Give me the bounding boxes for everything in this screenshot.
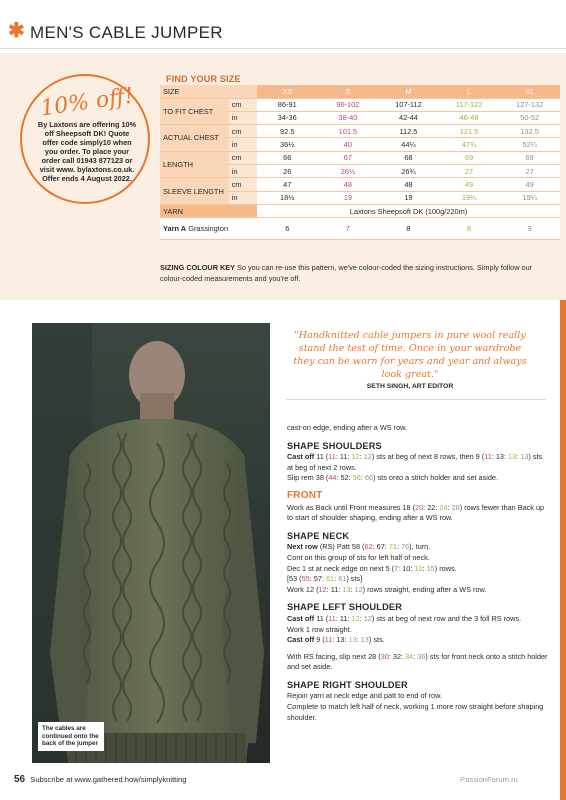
table-cell: 69 [439, 151, 500, 164]
table-cell: 7 [318, 218, 379, 240]
header-rule [0, 48, 566, 49]
table-cell: 19¼ [499, 191, 560, 204]
size-table [160, 85, 560, 240]
heading-shape-shoulders: SHAPE SHOULDERS [287, 440, 382, 451]
table-cell: 67 [318, 151, 379, 164]
table-cell: 40 [318, 138, 379, 151]
size-s: S [318, 85, 379, 98]
yarn-row [160, 204, 560, 217]
page-number: 56 [14, 774, 26, 785]
table-cell: 47¾ [439, 138, 500, 151]
page-edge-accent [560, 300, 566, 800]
colour-key-text: So you can re-use this pattern, we've colour-coded the sizing instructions. Simply follow our colour-coded measurements and you're off. [160, 263, 533, 283]
table-cell: 117-122 [439, 98, 500, 111]
row-label: LENGTH [160, 151, 229, 178]
jumper-illustration [32, 323, 270, 763]
table-cell: 96-102 [318, 98, 379, 111]
table-cell: 50-52 [499, 111, 560, 124]
table-cell: 42-44 [378, 111, 439, 124]
table-cell: 86-91 [257, 98, 318, 111]
table-cell: 9 [499, 218, 560, 240]
table-cell: 52¼ [499, 138, 560, 151]
editor-quote: "Handknitted cable jumpers in pure wool really stand the test of time. Once in your wardrobe they can be worn for years and year and always look great." [293, 330, 527, 380]
table-cell: 26 [257, 164, 318, 177]
heading-front: FRONT [287, 489, 323, 501]
table-cell: 48 [318, 178, 379, 191]
unit-label: cm [229, 98, 257, 111]
heading-shape-neck: SHAPE NECK [287, 530, 350, 541]
table-cell: 66 [257, 151, 318, 164]
table-cell: 6 [257, 218, 318, 240]
table-cell: 27 [439, 164, 500, 177]
asterisk-icon: ✱ [8, 20, 25, 42]
watermark: PassionForum.ru [460, 775, 518, 784]
right-shoulder-text: Rejoin yarn at neck edge and patt to end of row. Complete to match left half of neck, working 1 more row straight before shaping shoulder. [287, 691, 544, 722]
table-cell: 112.5 [378, 125, 439, 138]
table-cell: 101.5 [318, 125, 379, 138]
unit-label: in [229, 164, 257, 177]
size-xl: XL [499, 85, 560, 98]
table-cell: 49 [439, 178, 500, 191]
unit-label: cm [229, 178, 257, 191]
heading-shape-right-shoulder: SHAPE RIGHT SHOULDER [287, 679, 408, 690]
table-cell: 19¼ [439, 191, 500, 204]
size-header-row [160, 85, 560, 98]
pattern-intro: cast-on edge, ending after a WS row. [287, 423, 408, 432]
table-cell: 127-132 [499, 98, 560, 111]
table-cell: 48 [378, 178, 439, 191]
table-cell: 19 [318, 191, 379, 204]
left-shoulder-text: Cast off 11 (11: 11: 12: 12) sts at beg of next row and the 3 foll RS rows. Work 1 row straight. Cast off 9 (11: 13: 13: 13) sts. [287, 613, 522, 645]
yarn-a-label [160, 218, 257, 240]
row-label: TO FIT CHEST [160, 98, 229, 125]
unit-label: in [229, 111, 257, 124]
table-cell: 68 [378, 151, 439, 164]
unit-label: cm [229, 125, 257, 138]
row-label: ACTUAL CHEST [160, 125, 229, 152]
yarn-value: Laxtons Sheepsoft DK (100g/220m) [257, 204, 560, 217]
yarn-a-row [160, 218, 560, 240]
sizing-colour-key [160, 262, 556, 284]
size-table-heading: FIND YOUR SIZE [166, 74, 241, 84]
table-cell: 26¾ [378, 164, 439, 177]
yarn-label: YARN [160, 204, 257, 217]
promo-badge [20, 74, 150, 204]
quote-divider [286, 399, 546, 400]
size-m: M [378, 85, 439, 98]
row-label: SLEEVE LENGTH [160, 178, 229, 205]
pattern-instructions [287, 423, 549, 723]
page-footer [14, 774, 186, 785]
rs-facing-text: With RS facing, slip next 28 (30: 32: 34: 36) sts for front neck onto a stitch holder and set aside. [287, 651, 548, 672]
subscribe-text[interactable]: Subscribe at www.gathered.how/simplyknitting [30, 775, 187, 784]
table-row [160, 151, 560, 164]
heading-shape-left-shoulder: SHAPE LEFT SHOULDER [287, 602, 403, 613]
table-cell: 38-40 [318, 111, 379, 124]
table-row [160, 178, 560, 191]
table-cell: 92.5 [257, 125, 318, 138]
promo-text: By Laxtons are offering 10% off Sheepsoft DK! Quote offer code simply10 when you order. To place your order call 01943 877123 or visit www. bylaxtons.co.uk. Offer ends 4 August 2022. [37, 120, 137, 183]
table-cell: 121.5 [439, 125, 500, 138]
table-row [160, 98, 560, 111]
table-cell: 46-48 [439, 111, 500, 124]
table-cell: 44¼ [378, 138, 439, 151]
page-header [0, 22, 566, 44]
shape-shoulders-text: Cast off 11 (11: 11: 12: 12) sts at beg of next 8 rows, then 9 (11: 13: 13: 13) sts at beg of next 2 rows. Slip rem 38 (44: 52: 56: 66) sts onto a stitch holder and set aside. [287, 452, 543, 483]
table-cell: 27 [499, 164, 560, 177]
table-cell: 49 [499, 178, 560, 191]
jumper-photo [32, 323, 270, 763]
promo-headline: 10% off! [38, 83, 136, 122]
table-cell: 19 [378, 191, 439, 204]
table-cell: 107-112 [378, 98, 439, 111]
table-cell: 69 [499, 151, 560, 164]
table-cell: 8 [439, 218, 500, 240]
yarn-a-colour: Grassington [188, 224, 229, 234]
table-cell: 8 [378, 218, 439, 240]
table-cell: 34-36 [257, 111, 318, 124]
colour-key-label: SIZING COLOUR KEY [160, 263, 235, 272]
front-text: Work as Back until Front measures 18 (20: 22: 24: 28) rows fewer than Back up to start of shoulder shaping, ending after a WS row. [287, 502, 545, 523]
table-cell: 36½ [257, 138, 318, 151]
unit-label: in [229, 138, 257, 151]
size-l: L [439, 85, 500, 98]
photo-caption: The cables are continued onto the back of the jumper [38, 722, 104, 751]
page-title: MEN'S CABLE JUMPER [30, 23, 223, 42]
unit-label: in [229, 191, 257, 204]
table-row [160, 125, 560, 138]
table-cell: 47 [257, 178, 318, 191]
table-cell: 132.5 [499, 125, 560, 138]
table-cell: 26½ [318, 164, 379, 177]
shape-neck-text: Next row (RS) Patt 58 (62: 67: 71: 76), turn. Cont on this group of sts for left half of neck. Dec 1 st at neck edge on next 5 (7: 10: 10: 15) rows. [53 (55: 57: 61: 61) sts] Work 12 (12: 11: 13: 12) rows straight, ending after a WS row. [287, 542, 487, 594]
table-cell: 18½ [257, 191, 318, 204]
size-xs: XS [257, 85, 318, 98]
size-header-label: SIZE [160, 85, 257, 98]
quote-attribution: SETH SINGH, ART EDITOR [366, 383, 454, 390]
unit-label: cm [229, 151, 257, 164]
yarn-a-label-bold: Yarn A [163, 224, 187, 234]
